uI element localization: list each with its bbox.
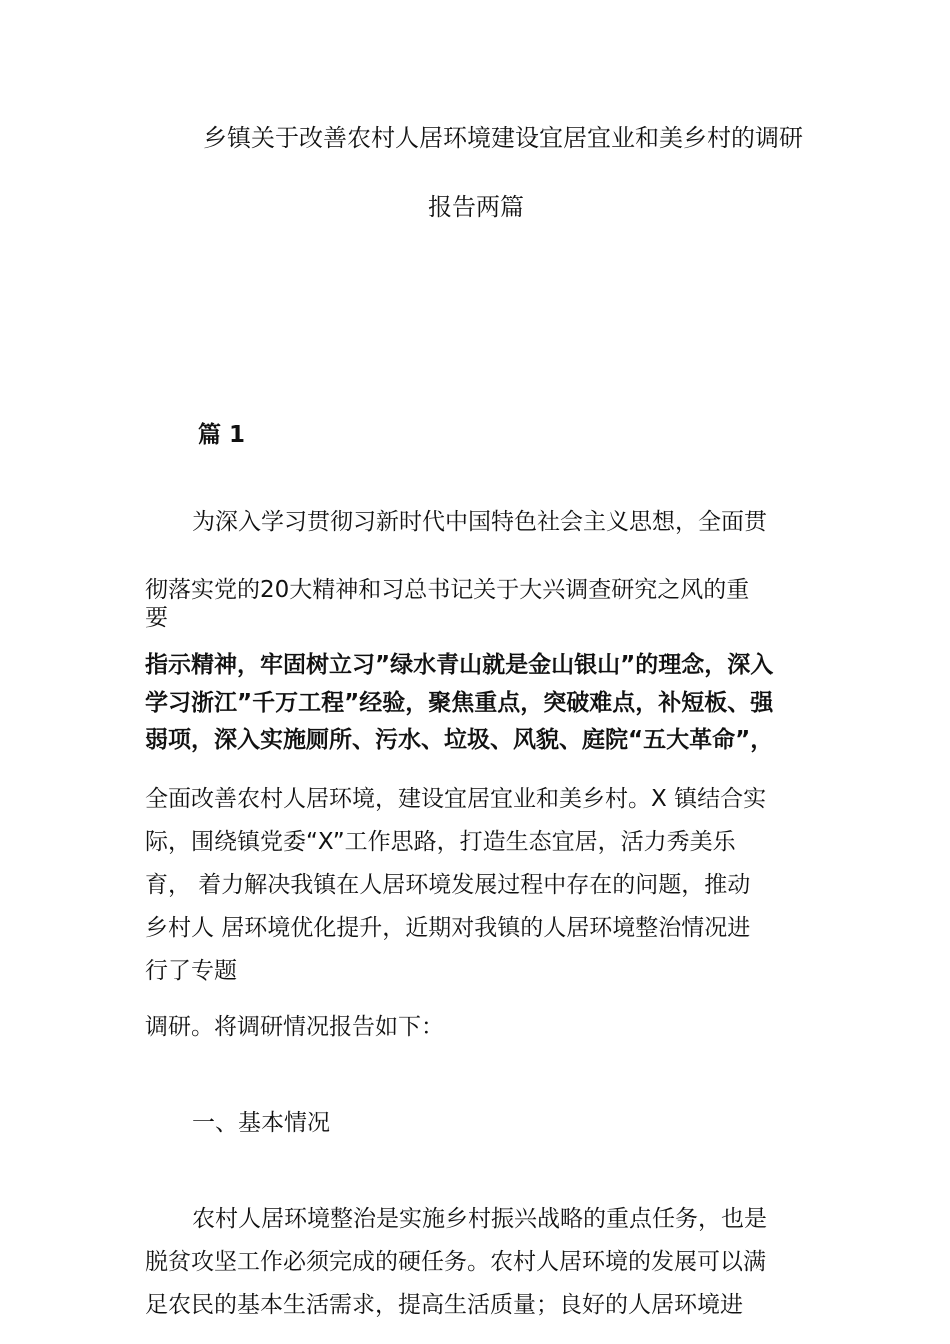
document-title-line-1: 乡镇关于改善农村人居环境建设宜居宜业和美乡村的调研 xyxy=(203,124,803,152)
paragraph-line: 要 xyxy=(145,605,168,631)
paragraph-line: 足农民的基本生活需求，提高生活质量；良好的人居环境进 xyxy=(145,1292,743,1318)
paragraph-line: 调研。将调研情况报告如下： xyxy=(145,1014,444,1040)
paragraph-line-bold: 学习浙江”千万工程”经验，聚焦重点，突破难点，补短板、强 xyxy=(145,690,774,716)
paragraph-line: 彻落实党的20大精神和习总书记关于大兴调查研究之风的重 xyxy=(145,577,750,603)
section-heading: 篇 1 xyxy=(198,422,246,448)
paragraph-line: 育， 着力解决我镇在人居环境发展过程中存在的问题，推动 xyxy=(145,872,751,898)
paragraph-line: 脱贫攻坚工作必须完成的硬任务。农村人居环境的发展可以满 xyxy=(145,1249,766,1275)
paragraph-line: 行了专题 xyxy=(145,958,237,984)
paragraph-line-bold: 弱项，深入实施厕所、污水、垃圾、风貌、庭院“五大革命”， xyxy=(145,727,774,753)
paragraph-line: 全面改善农村人居环境，建设宜居宜业和美乡村。X 镇结合实 xyxy=(145,786,767,812)
subheading: 一、基本情况 xyxy=(192,1110,330,1136)
document-title-line-2: 报告两篇 xyxy=(428,193,524,221)
paragraph-line-bold: 指示精神，牢固树立习”绿水青山就是金山银山”的理念，深入 xyxy=(145,652,774,678)
paragraph-line: 际，围绕镇党委“X”工作思路，打造生态宜居，活力秀美乐 xyxy=(145,829,736,855)
paragraph-line: 为深入学习贯彻习新时代中国特色社会主义思想，全面贯 xyxy=(192,509,767,535)
paragraph-line: 乡村人 居环境优化提升，近期对我镇的人居环境整治情况进 xyxy=(145,915,751,941)
paragraph-line: 农村人居环境整治是实施乡村振兴战略的重点任务，也是 xyxy=(192,1206,767,1232)
